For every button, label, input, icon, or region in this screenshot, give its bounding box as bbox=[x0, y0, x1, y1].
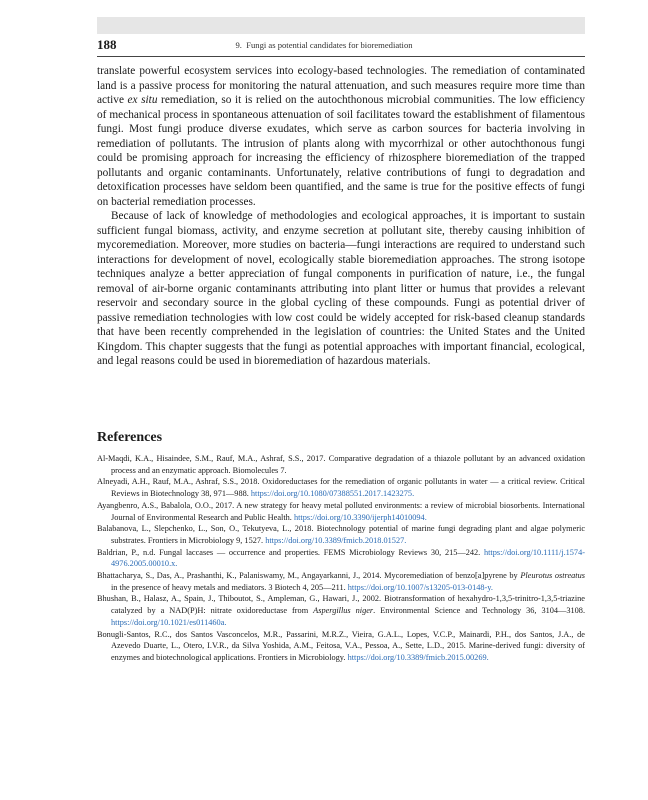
body-text bbox=[97, 64, 585, 369]
references-heading: References bbox=[97, 430, 163, 445]
reference-item: Alneyadi, A.H., Rauf, M.A., Ashraf, S.S., 2018. Oxidoreductases for the remediation of organic pollutants in water — a critical review. Critical Reviews in Biotechnology 38, 971—988. https://doi.org/10.1080/07388551.2017.1423275. bbox=[97, 477, 585, 499]
running-title: 9. Fungi as potential candidates for bioremediation bbox=[235, 40, 413, 50]
reference-item: Bhushan, B., Halasz, A., Spain, J., Thiboutot, S., Ampleman, G., Hawari, J., 2002. Biotransformation of hexahydro-1,3,5-trinitro-1,3,5-triazine catalyzed by a NAD(P)H: nitrate oxidoreductase from Aspergillus niger. Environmental Science and Technology 36, 3104—3108. https://doi.org/10.1021/es011460a. bbox=[97, 594, 586, 627]
reference-item: Bhattacharya, S., Das, A., Prashanthi, K., Palaniswamy, M., Angayarkanni, J., 2014. Mycoremediation of benzo[a]pyrene by Pleurotus ostreatus in the presence of heavy metals and mediators. 3 Biotech 4, 205—211. https://doi.org/10.1007/s13205-013-0148-y. bbox=[97, 571, 585, 592]
reference-item: Bonugli-Santos, R.C., dos Santos Vasconcelos, M.R., Passarini, M.R.Z., Vieira, G.A.L., Lopes, V.C.P., Mainardi, P.H., dos Santos, J.A., de Azevedo Duarte, L., Otero, I.V.R., da Silva Yoshida, A.M., Feitosa, V.A., Pessoa, A., Sette, L.D., 2015. Marine-derived fungi: diversity of enzymes and biotechnological applications. Frontiers in Microbiology. https://doi.org/10.3389/fmicb.2015.00269. bbox=[97, 629, 585, 662]
doi-link[interactable]: https://doi.org/10.3389/fmicb.2015.00269. bbox=[347, 652, 489, 662]
paragraph-2: Because of lack of knowledge of methodologies and ecological approaches, it is important to sustain sufficient fungal biomass, activity, and enzyme secretion at pollutant site, thereby causing inhibition of mycoremediation. Moreover, more studies on bacteria—fungi interactions are required to understand such interactions for development of novel, ecologically stable bioremediation approaches. The strong isotope techniques analyze a better appreciation of fungal components in purification of nature, i.e., the fungal removal of air-borne organic contaminants attributing into plant litter or humus that provides a relevant reservoir and secondary source in the global cycling of these compounds. Fungi as potential driver of passive remediation technologies with low cost could be widely accepted for risk-based cleanup standards that have been recently comprehended in the legislation of countries: the United States and the United Kingdom. This chapter suggests that the fungi as potential approaches with important financial, ecological, and legal reasons could be used in bioremediation of hazardous materials. bbox=[97, 210, 585, 367]
header-rule bbox=[97, 56, 585, 57]
reference-item: Baldrian, P., n.d. Fungal laccases — occurrence and properties. FEMS Microbiology Reviews 30, 215—242. https://doi.org/10.1111/j.1574-4976.2005.00010.x. bbox=[97, 547, 585, 569]
doi-link[interactable]: https://doi.org/10.1080/07388551.2017.1423275. bbox=[250, 489, 415, 499]
paragraph-1: translate powerful ecosystem services into ecology-based technologies. The remediation of contaminated land is a passive process for monitoring the natural attenuation, and such measures require more time than active ex situ remediation, so it is relied on the autochthonous microbial communities. The low efficiency of mechanical process in spontaneous attenuation of soil facilitates toward the establishment of filamentous fungi. Most fungi produce diverse exudates, which serve as carbon sources for bacteria involving in remediation of pollutants. The intrusion of plants along with mycorrhizal or other autochthonous fungi could be promising approach for increasing the efficiency of rhizosphere bioremediation of the trapped pollutants and organic contaminants. Unfortunately, relative contributions of fungi to degradation and detoxification processes have seldom been quantified, and the same is true for the positive effects of fungi on bacterial remediation processes. bbox=[97, 65, 586, 208]
header-bar bbox=[97, 17, 585, 34]
doi-link[interactable]: https://doi.org/10.3389/fmicb.2018.01527. bbox=[265, 535, 407, 545]
reference-item: Balabanova, L., Slepchenko, L., Son, O., Tekutyeva, L., 2018. Biotechnology potential of marine fungi degrading plant and algae polymeric substrates. Frontiers in Microbiology 9, 1527. https://doi.org/10.3389/fmicb.2018.01527. bbox=[97, 524, 585, 545]
reference-item: Ayangbenro, A.S., Babalola, O.O., 2017. A new strategy for heavy metal polluted environments: a review of microbial biosorbents. International Journal of Environmental Research and Public Health. https://doi.org/10.3390/ijerph14010094. bbox=[97, 500, 585, 522]
references-list bbox=[97, 453, 585, 664]
doi-link[interactable]: https://doi.org/10.3390/ijerph14010094. bbox=[293, 512, 427, 522]
reference-item: Al-Maqdi, K.A., Hisaindee, S.M., Rauf, M.A., Ashraf, S.S., 2017. Comparative degradation of a thiazole pollutant by an advanced oxidation process and an enzymatic approach. Biomolecules 7. bbox=[97, 454, 585, 475]
doi-link[interactable]: https://doi.org/10.1021/es011460a. bbox=[111, 617, 227, 627]
doi-link[interactable]: https://doi.org/10.1007/s13205-013-0148-y. bbox=[347, 582, 493, 592]
doi-link[interactable]: https://doi.org/10.1111/j.1574-4976.2005.00010.x. bbox=[111, 547, 585, 569]
page-number: 188 bbox=[97, 37, 117, 52]
